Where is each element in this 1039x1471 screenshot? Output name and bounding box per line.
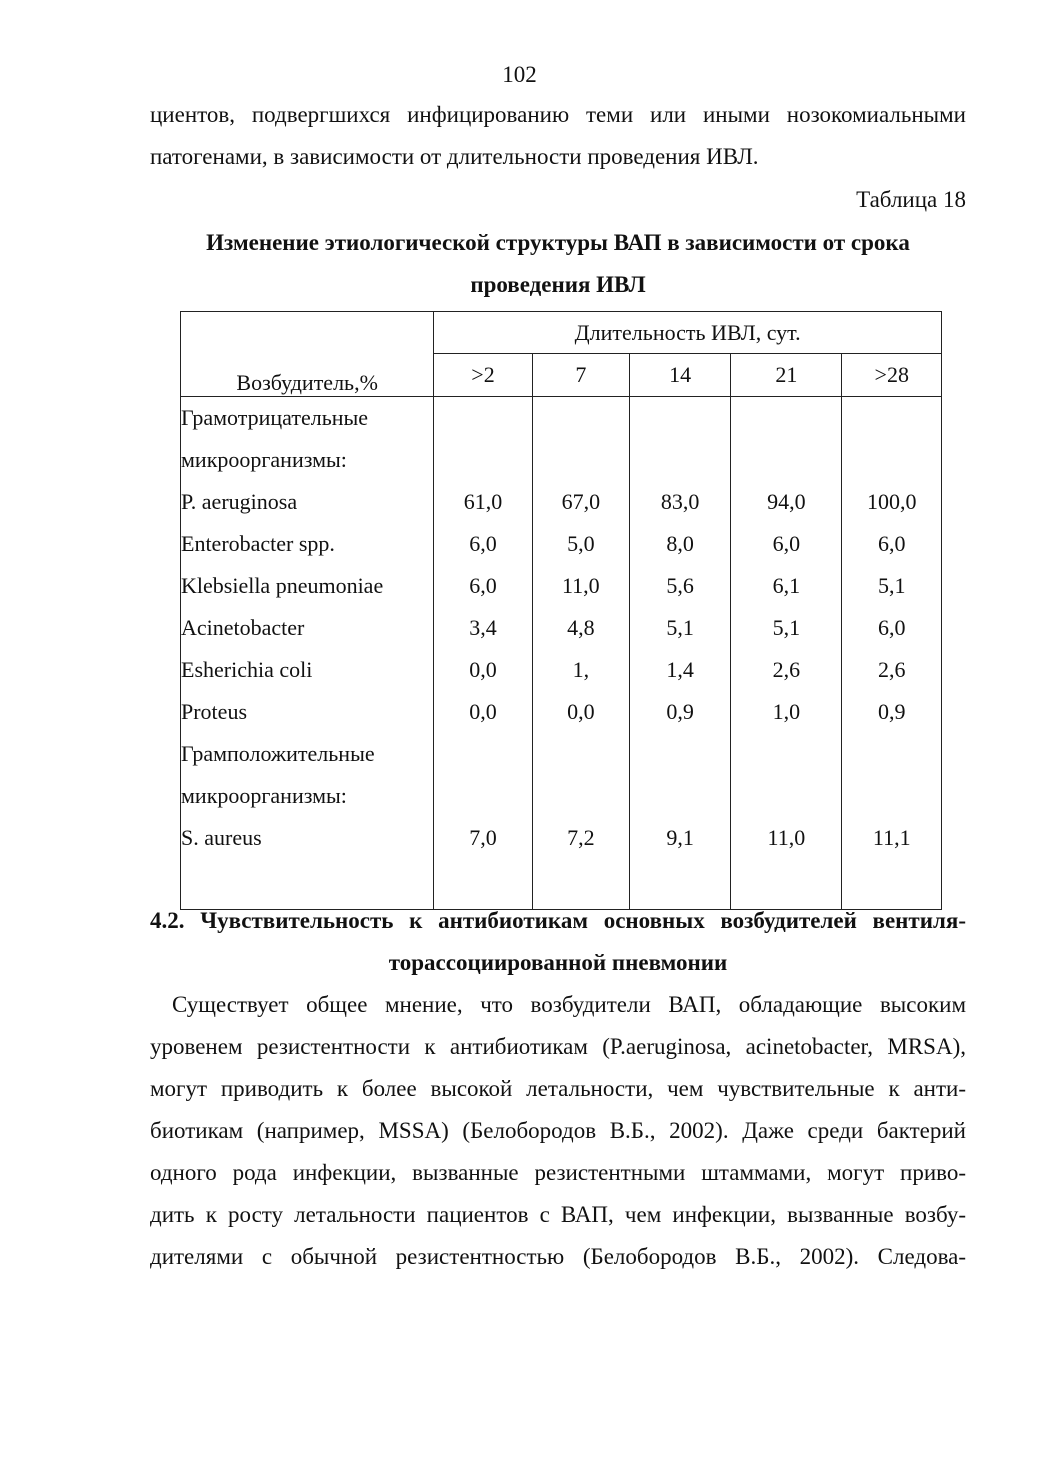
table-row — [181, 607, 942, 649]
value-cell: 6,1 — [731, 565, 842, 607]
value-cell — [731, 397, 842, 440]
body-line: одного рода инфекции, вызванные резистентными штаммами, могут приво- — [150, 1160, 966, 1185]
pathogen-name: P. aeruginosa — [181, 481, 434, 523]
body-line: уровенем резистентности к антибиотикам (P.aeruginosa, acinetobacter, MRSA), — [150, 1034, 966, 1059]
value-cell: 100,0 — [842, 481, 942, 523]
day-column-header: 7 — [532, 354, 629, 397]
pathogen-name: Грамположительные — [181, 733, 434, 775]
value-cell — [434, 775, 532, 817]
pathogen-column-header: Возбудитель,% — [181, 312, 434, 397]
pathogen-name: Proteus — [181, 691, 434, 733]
value-cell: 5,0 — [532, 523, 629, 565]
value-cell: 6,0 — [434, 565, 532, 607]
day-column-header: >28 — [842, 354, 942, 397]
value-cell: 7,2 — [532, 817, 629, 859]
value-cell: 6,0 — [434, 523, 532, 565]
value-cell: 0,0 — [434, 691, 532, 733]
section-heading-line: торассоциированной пневмонии — [388, 950, 728, 975]
body-line: дить к росту летальности пациентов с ВАП, чем инфекции, вызванные возбу- — [150, 1202, 966, 1227]
body-line: биотикам (например, MSSA) (Белобородов В.Б., 2002). Даже среди бактерий — [150, 1118, 966, 1143]
value-cell — [630, 439, 731, 481]
value-cell — [532, 439, 629, 481]
value-cell: 6,0 — [731, 523, 842, 565]
etiology-table — [180, 311, 942, 910]
value-cell: 94,0 — [731, 481, 842, 523]
table-row — [181, 691, 942, 733]
duration-column-header: Длительность ИВЛ, сут. — [434, 312, 942, 354]
body-line: Существует общее мнение, что возбудители ВАП, обладающие высоким — [172, 992, 966, 1017]
value-cell: 8,0 — [630, 523, 731, 565]
value-cell: 0,9 — [842, 691, 942, 733]
day-column-header: >2 — [434, 354, 532, 397]
table-title — [150, 222, 966, 306]
pathogen-name: Acinetobacter — [181, 607, 434, 649]
table-label: Таблица 18 — [856, 187, 966, 212]
intro-line: патогенами, в зависимости от длительности проведения ИВЛ. — [150, 144, 759, 169]
table-row — [181, 523, 942, 565]
value-cell — [842, 775, 942, 817]
value-cell: 6,0 — [842, 523, 942, 565]
table-row — [181, 817, 942, 859]
value-cell — [731, 775, 842, 817]
value-cell: 0,0 — [434, 649, 532, 691]
value-cell — [731, 439, 842, 481]
pathogen-name: микроорганизмы: — [181, 439, 434, 481]
day-column-header: 21 — [731, 354, 842, 397]
table-row — [181, 775, 942, 817]
value-cell — [434, 397, 532, 440]
value-cell — [842, 397, 942, 440]
value-cell: 1,4 — [630, 649, 731, 691]
value-cell: 7,0 — [434, 817, 532, 859]
value-cell — [630, 397, 731, 440]
table-row — [181, 733, 942, 775]
value-cell — [532, 775, 629, 817]
value-cell: 61,0 — [434, 481, 532, 523]
value-cell — [731, 733, 842, 775]
page-number: 102 — [502, 62, 537, 87]
value-cell: 5,6 — [630, 565, 731, 607]
table-row — [181, 565, 942, 607]
value-cell: 11,1 — [842, 817, 942, 859]
pathogen-name: Klebsiella pneumoniae — [181, 565, 434, 607]
table-title-line: проведения ИВЛ — [470, 272, 646, 297]
pathogen-name: Esherichia coli — [181, 649, 434, 691]
value-cell — [532, 733, 629, 775]
value-cell: 1,0 — [731, 691, 842, 733]
value-cell — [842, 439, 942, 481]
value-cell: 5,1 — [731, 607, 842, 649]
table-row — [181, 481, 942, 523]
pathogen-name: микроорганизмы: — [181, 775, 434, 817]
body-line: дителями с обычной резистентностью (Белобородов В.Б., 2002). Следова- — [150, 1244, 966, 1269]
section-heading — [150, 900, 966, 984]
body-line: могут приводить к более высокой летальности, чем чувствительные к анти- — [150, 1076, 966, 1101]
value-cell: 6,0 — [842, 607, 942, 649]
pathogen-name: Грамотрицательные — [181, 397, 434, 440]
day-column-header: 14 — [630, 354, 731, 397]
value-cell: 67,0 — [532, 481, 629, 523]
value-cell — [532, 397, 629, 440]
value-cell: 83,0 — [630, 481, 731, 523]
value-cell: 3,4 — [434, 607, 532, 649]
pathogen-name: Enterobacter spp. — [181, 523, 434, 565]
value-cell — [434, 733, 532, 775]
section-heading-line: 4.2. Чувствительность к антибиотикам основных возбудителей вентиля- — [150, 908, 966, 933]
value-cell: 1, — [532, 649, 629, 691]
value-cell: 5,1 — [842, 565, 942, 607]
pathogen-name: S. aureus — [181, 817, 434, 859]
value-cell: 4,8 — [532, 607, 629, 649]
value-cell: 11,0 — [532, 565, 629, 607]
table-row — [181, 439, 942, 481]
value-cell: 9,1 — [630, 817, 731, 859]
table-row — [181, 397, 942, 440]
value-cell — [630, 733, 731, 775]
value-cell: 2,6 — [842, 649, 942, 691]
value-cell: 0,0 — [532, 691, 629, 733]
value-cell: 0,9 — [630, 691, 731, 733]
value-cell: 5,1 — [630, 607, 731, 649]
value-cell — [630, 775, 731, 817]
value-cell: 2,6 — [731, 649, 842, 691]
intro-line: циентов, подвергшихся инфицированию теми или иными нозокомиальными — [150, 102, 966, 127]
table-title-line: Изменение этиологической структуры ВАП в зависимости от срока — [206, 230, 910, 255]
table-row — [181, 649, 942, 691]
value-cell: 11,0 — [731, 817, 842, 859]
value-cell — [434, 439, 532, 481]
value-cell — [842, 733, 942, 775]
